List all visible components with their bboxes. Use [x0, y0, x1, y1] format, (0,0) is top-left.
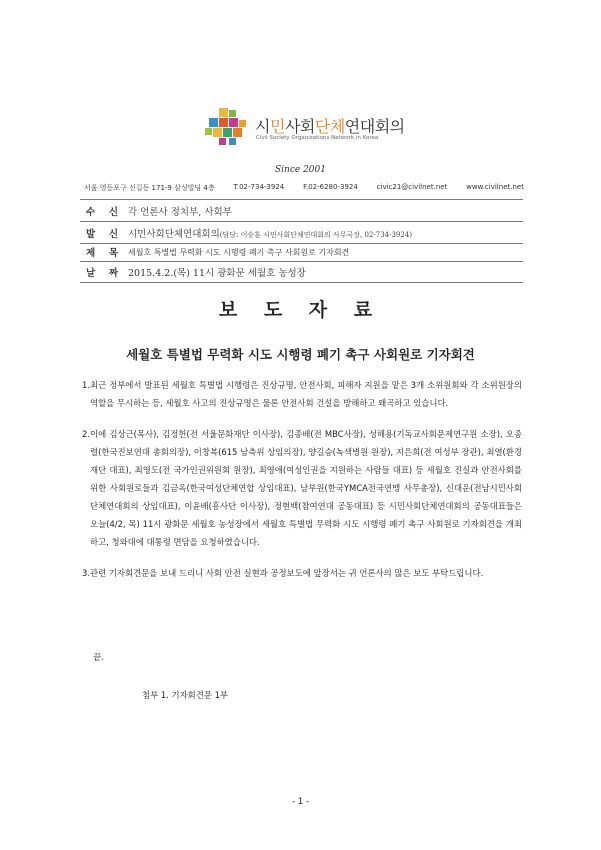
contact-fax: F.02-6280-3924 — [303, 183, 358, 191]
list-item-number: 3. — [82, 568, 90, 578]
end-mark: 끝. — [93, 652, 104, 662]
contact-tel: T.02-734-3924 — [233, 183, 285, 191]
list-item-text: 이에 김상근(목사), 김정헌(전 서울문화재단 이사장), 김종배(전 MBC사장), 성해용(기독교사회문제연구원 소장), 오종렬(한국진보연대 총회의장), 이창복(615 남측위 상임의장), 양길승(녹색병원 원장), 지은희(전 여성부 장관), 최열(환경재단 대표), 최영도(전 국가인권위원회 원장), 최영애(여성인권을 지원하는 사람들 대표) 등 세월호 진실과 안전사회를 위한 사회원로들과 김금옥(한국여성단체연합 상임대표), 남부원(한국YMCA전국연맹 사무총장), 신대운(전남시민사회단체연대회의 상임대표), 이윤배(흥사단 이사장), 정현백(참여연대 공동대표) 등 시민사회단체연대회의 공동대표들은 오늘(4/2, 목) 11시 광화문 세월호 농성장에서 세월호 특별법 무력화 시도 시행령 폐기 촉구 사회원로 기자회견을 개최하고, 청와대에 대통령 면담을 요청하였습니다. — [90, 429, 522, 547]
list-item — [82, 376, 522, 412]
logo-subtitle: Civil Society Organizations Network in Korea — [256, 135, 379, 141]
contact-bar — [84, 183, 524, 193]
header-label: 수 신 — [86, 207, 118, 218]
contact-address: 서울 영등포구 신길동 171-9 삼성빌딩 4층 — [84, 184, 215, 192]
logo-mosaic-icon — [205, 108, 251, 148]
list-item — [82, 564, 522, 582]
organization-logo — [205, 108, 405, 148]
list-item-text: 관련 기자회견문을 보내 드리니 사회 안전 실현과 공정보도에 앞장서는 귀 언론사의 많은 보도 부탁드립니다. — [90, 568, 484, 578]
header-row-recipient — [80, 201, 523, 221]
header-label: 제 목 — [86, 248, 118, 259]
header-row-date — [80, 262, 523, 282]
page-number: - 1 - — [292, 796, 309, 806]
headline: 세월호 특별법 무력화 시도 시행령 폐기 촉구 사회원로 기자회견 — [126, 347, 475, 362]
body-text — [82, 376, 522, 595]
divider — [80, 199, 523, 200]
header-sender-contact: (담당: 이승훈 시민사회단체연대회의 사무국장, 02-734-3924) — [219, 231, 413, 239]
header-row-sender — [80, 223, 523, 243]
list-item-number: 1. — [82, 380, 90, 390]
divider — [80, 282, 523, 283]
list-item-number: 2. — [82, 429, 90, 439]
divider — [80, 221, 523, 222]
header-row-subject — [80, 242, 523, 262]
logo-wordmark: 시민사회단체연대회의 — [255, 117, 405, 136]
contact-email[interactable]: civic21@civilnet.net — [376, 183, 448, 191]
header-value-subject: 세월호 특별법 무력화 시도 시행령 폐기 촉구 사회원로 기자회견 — [128, 247, 350, 257]
header-label: 날 짜 — [86, 268, 118, 279]
since-tagline: Since 2001 — [275, 165, 326, 175]
attachment-note: 첨부 1. 기자회견문 1부 — [142, 690, 229, 700]
press-release-title: 보 도 자 료 — [218, 299, 383, 321]
header-value-recipient: 각 언론사 정치부, 사회부 — [128, 207, 232, 218]
header-value-sender: 시민사회단체연대회의(담당: 이승훈 시민사회단체연대회의 사무국장, 02-734-3924) — [128, 229, 413, 240]
list-item-text: 최근 정부에서 발표된 세월호 특별법 시행령은 진상규명, 안전사회, 피해자 지원을 맡은 3개 소위원회와 각 소위원장의 역할을 무시하는 등, 세월호 사고의 진상규명은 물론 안전사회 건설을 방해하고 왜곡하고 있습니다. — [90, 380, 522, 408]
list-item — [82, 425, 522, 551]
contact-web[interactable]: www.civilnet.net — [466, 183, 524, 191]
header-label: 발 신 — [86, 229, 118, 240]
header-value-date: 2015.4.2.(목) 11시 광화문 세월호 농성장 — [128, 268, 306, 279]
